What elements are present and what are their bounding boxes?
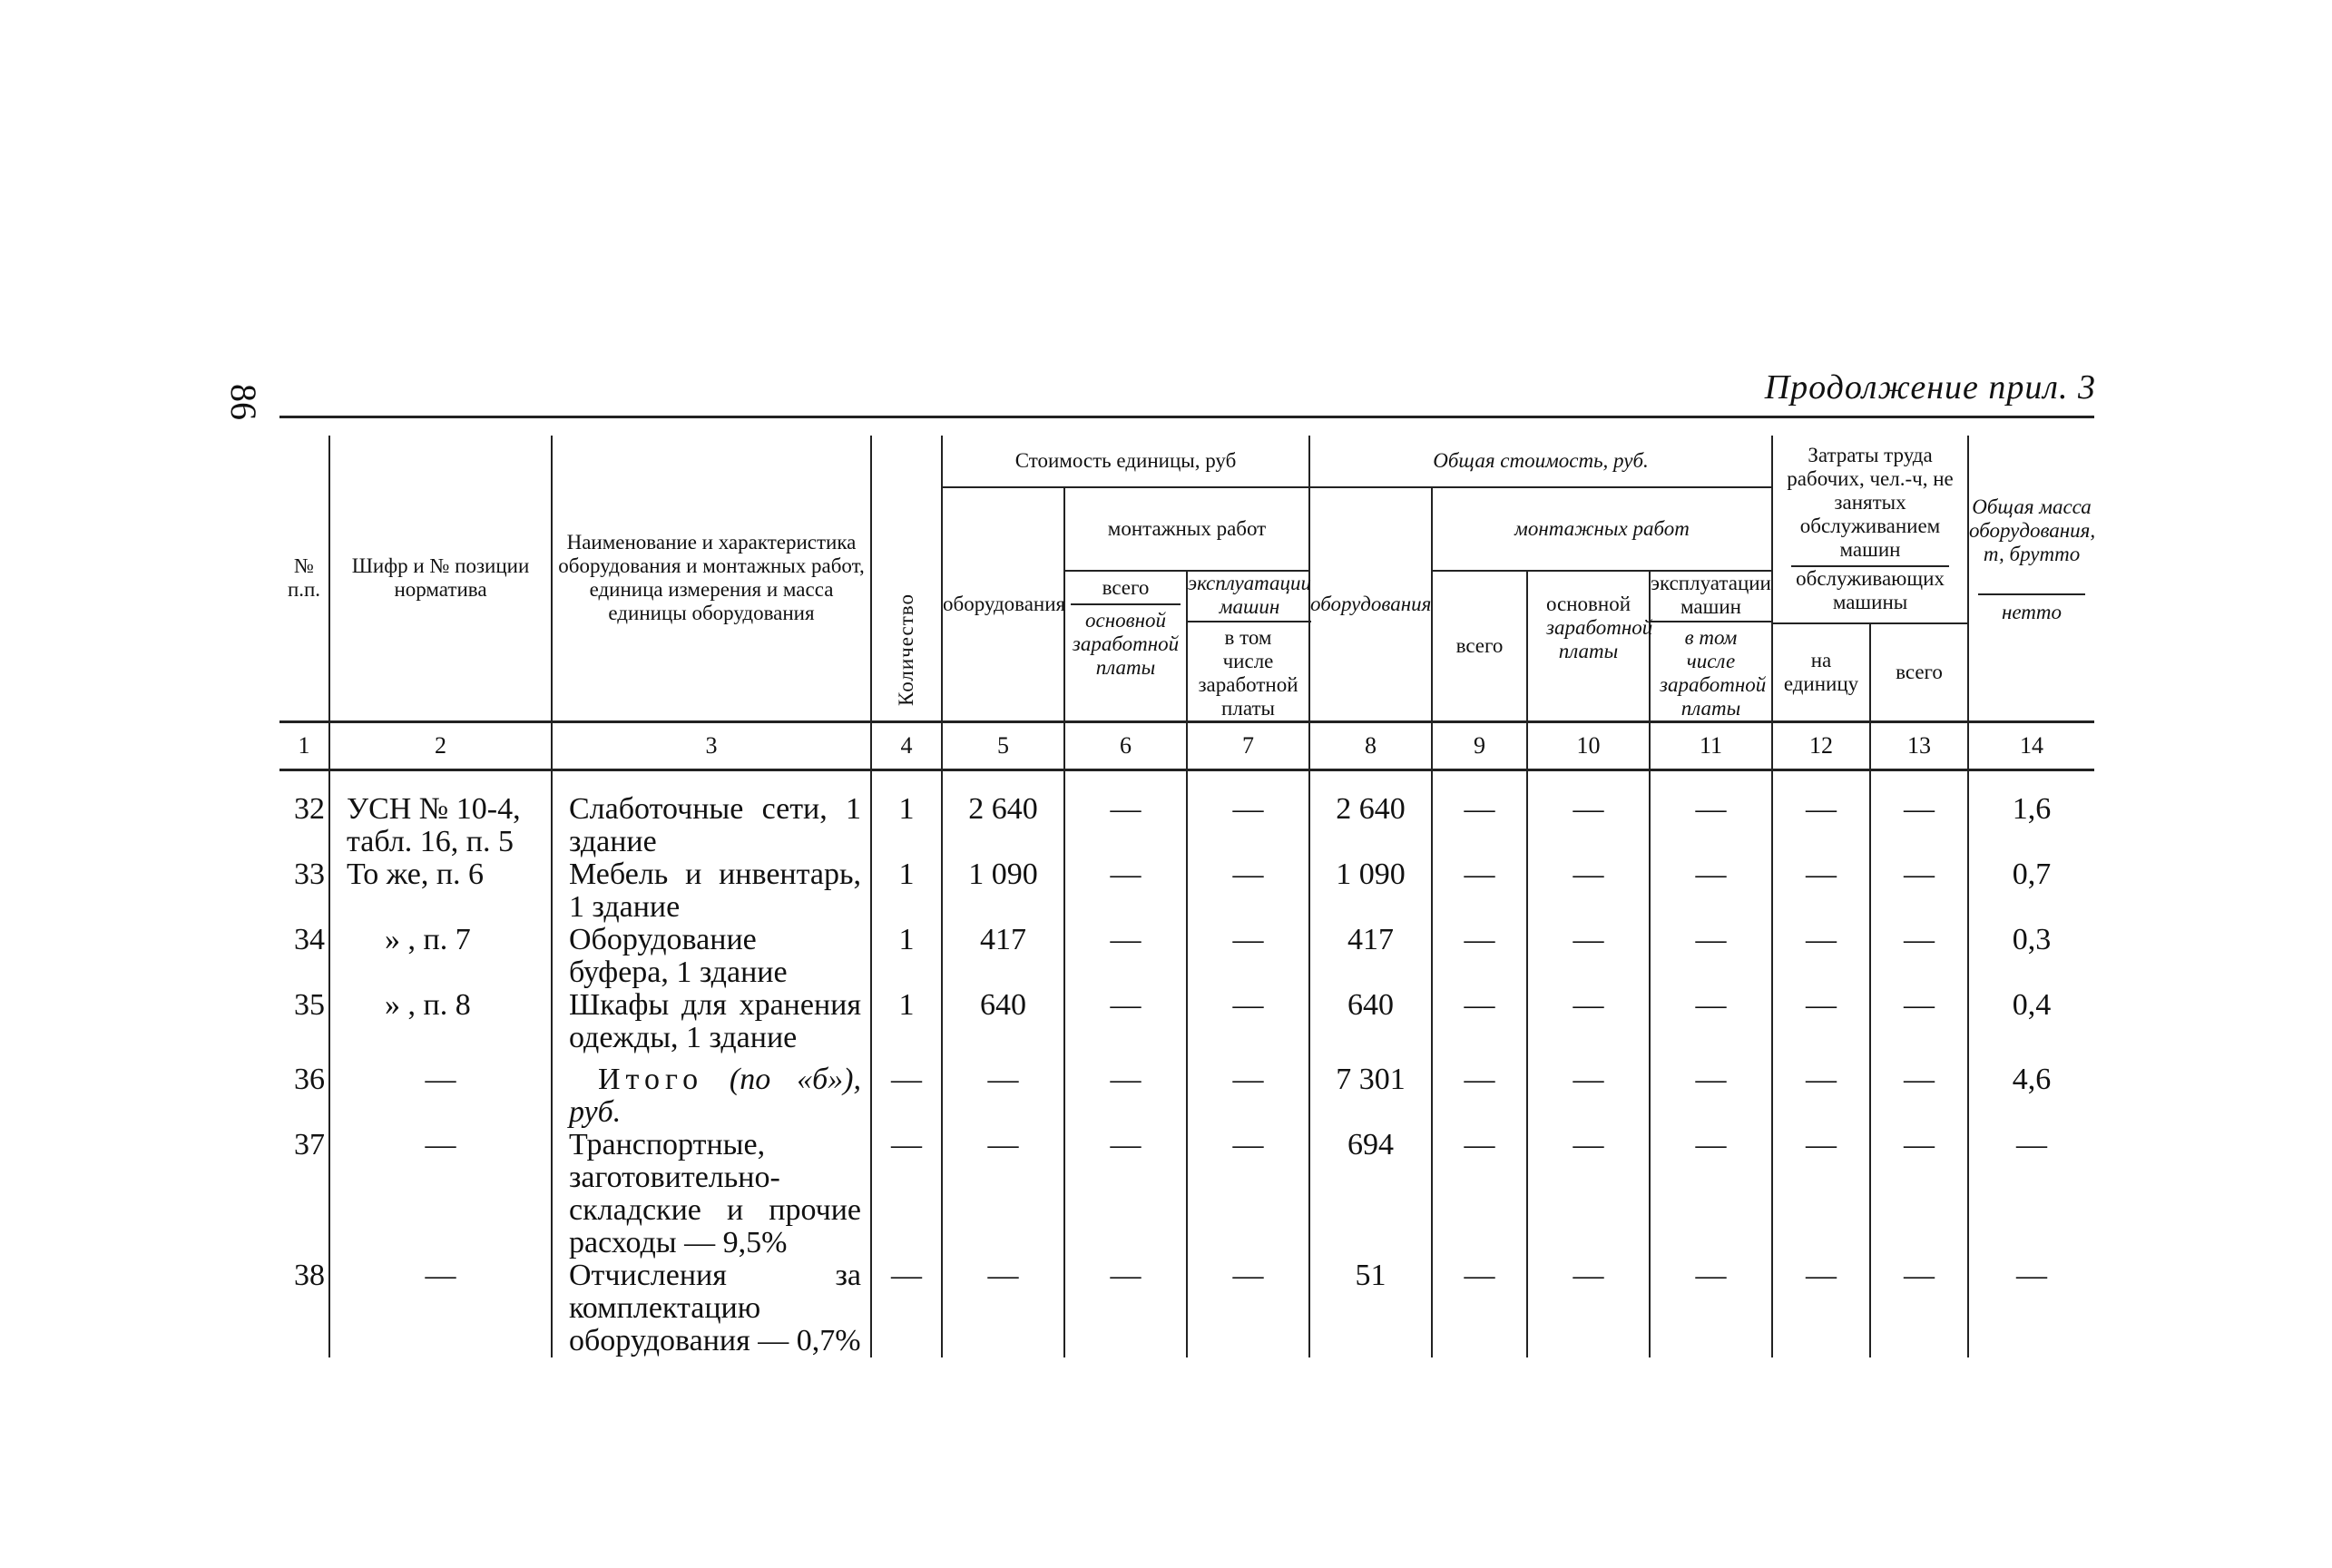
- row-number: 36: [279, 1054, 329, 1129]
- row-unit-machine: —: [1187, 924, 1309, 989]
- header-unit-base-salary: основной заработной платы: [1072, 609, 1180, 679]
- row-total-mount: —: [1432, 793, 1527, 858]
- row-total-base: —: [1527, 1129, 1650, 1259]
- column-number: 8: [1309, 722, 1432, 770]
- row-total-base: —: [1527, 1259, 1650, 1357]
- row-unit-equipment: —: [942, 1129, 1064, 1259]
- row-unit-mount-total: —: [1064, 1129, 1187, 1259]
- row-unit-equipment: —: [942, 1259, 1064, 1357]
- row-labor-unit: —: [1772, 1259, 1870, 1357]
- column-number: 2: [329, 722, 552, 770]
- row-mass: 0,3: [1968, 924, 2094, 989]
- row-qty: 1: [871, 989, 942, 1054]
- row-mass: 0,4: [1968, 989, 2094, 1054]
- row-qty: 1: [871, 793, 942, 858]
- row-unit-equipment: 1 090: [942, 858, 1064, 924]
- header-name-text: Наименование и характеристика оборудования и монтажных работ, единица измерения и масса единицы оборудования: [558, 531, 865, 624]
- row-total-mount: —: [1432, 1054, 1527, 1129]
- row-name-prefix: Итого: [598, 1063, 704, 1096]
- page-number: 86: [223, 384, 264, 420]
- header-unit-machine-text: эксплуатации машин: [1188, 572, 1311, 622]
- row-number: 34: [279, 924, 329, 989]
- row-code: —: [329, 1054, 552, 1129]
- row-total-equipment: 51: [1309, 1259, 1432, 1357]
- header-labor: [1772, 436, 1968, 623]
- header-unit-machine: [1187, 571, 1312, 722]
- row-number: 37: [279, 1129, 329, 1259]
- row-name-text: (по «б»), руб.: [569, 1063, 861, 1129]
- header-total-machine-text: эксплуатации машин: [1651, 572, 1771, 622]
- row-labor-unit: —: [1772, 989, 1870, 1054]
- row-unit-equipment: —: [942, 1054, 1064, 1129]
- row-mass: —: [1968, 1259, 2094, 1357]
- row-labor-total: —: [1870, 858, 1968, 924]
- header-unit-total-text: всего: [1102, 576, 1150, 599]
- row-unit-machine: —: [1187, 1259, 1309, 1357]
- row-code: —: [329, 1259, 552, 1357]
- row-total-equipment: 694: [1309, 1129, 1432, 1259]
- row-unit-mount-total: —: [1064, 989, 1187, 1054]
- row-number: 35: [279, 989, 329, 1054]
- table-row: [279, 1259, 2094, 1357]
- row-labor-unit: —: [1772, 793, 1870, 858]
- header-unit-total: [1064, 571, 1187, 722]
- column-number: 12: [1772, 722, 1870, 770]
- row-total-equipment: 2 640: [1309, 793, 1432, 858]
- row-name: Шкафы для хранения одежды, 1 здание: [552, 989, 871, 1054]
- column-number: 10: [1527, 722, 1650, 770]
- row-total-base: —: [1527, 924, 1650, 989]
- column-number: 6: [1064, 722, 1187, 770]
- header-total-base: [1527, 571, 1653, 722]
- header-total-total: всего: [1432, 571, 1527, 722]
- row-total-mount: —: [1432, 858, 1527, 924]
- header-labor-per-unit: на единицу: [1772, 623, 1870, 722]
- column-number: 13: [1870, 722, 1968, 770]
- column-number: 14: [1968, 722, 2094, 770]
- row-qty: —: [871, 1129, 942, 1259]
- row-unit-mount-total: —: [1064, 1259, 1187, 1357]
- column-number: 9: [1432, 722, 1527, 770]
- header-total-machine: [1650, 571, 1772, 722]
- row-total-machine: —: [1650, 793, 1772, 858]
- row-total-equipment: 1 090: [1309, 858, 1432, 924]
- column-number: 1: [279, 722, 329, 770]
- header-total-incl-salary: в том числе заработной платы: [1660, 626, 1767, 720]
- row-labor-unit: —: [1772, 858, 1870, 924]
- header-labor-text: Затраты труда рабочих, чел.-ч, не занятых обслуживанием машин: [1787, 444, 1954, 561]
- row-total-base: —: [1527, 858, 1650, 924]
- row-qty: —: [871, 1054, 942, 1129]
- header-unit-cost: Стоимость единицы, руб: [942, 436, 1309, 487]
- row-name: Мебель и инвентарь, 1 здание: [552, 858, 871, 924]
- row-total-base: —: [1527, 1054, 1650, 1129]
- header-qty: [871, 436, 942, 722]
- row-labor-unit: —: [1772, 1129, 1870, 1259]
- header-total-cost: Общая стоимость, руб.: [1309, 436, 1772, 487]
- column-number: 3: [552, 722, 871, 770]
- row-qty: 1: [871, 924, 942, 989]
- row-total-machine: —: [1650, 1054, 1772, 1129]
- column-number: 5: [942, 722, 1064, 770]
- header-total-equipment: оборудования: [1309, 487, 1432, 722]
- row-total-machine: —: [1650, 924, 1772, 989]
- table-row: [279, 1054, 2094, 1129]
- header-unit-equipment: оборудования: [942, 487, 1064, 722]
- row-total-base: —: [1527, 989, 1650, 1054]
- row-code: УСН № 10-4, табл. 16, п. 5: [329, 793, 552, 858]
- row-total-equipment: 417: [1309, 924, 1432, 989]
- row-total-equipment: 7 301: [1309, 1054, 1432, 1129]
- row-total-equipment: 640: [1309, 989, 1432, 1054]
- row-labor-unit: —: [1772, 924, 1870, 989]
- row-number: 32: [279, 793, 329, 858]
- column-number: 7: [1187, 722, 1309, 770]
- row-unit-machine: —: [1187, 1129, 1309, 1259]
- row-unit-mount-total: —: [1064, 924, 1187, 989]
- row-code: » , п. 7: [329, 924, 552, 989]
- header-code: Шифр и № позиции норматива: [329, 436, 552, 722]
- header-mass-net: нетто: [2001, 601, 2063, 623]
- row-labor-total: —: [1870, 1054, 1968, 1129]
- row-mass: 4,6: [1968, 1054, 2094, 1129]
- norms-table: [279, 436, 2094, 1357]
- row-unit-mount-total: —: [1064, 793, 1187, 858]
- row-total-machine: —: [1650, 1129, 1772, 1259]
- row-total-base: —: [1527, 793, 1650, 858]
- continuation-title: Продолжение прил. 3: [1764, 368, 2096, 407]
- row-code: » , п. 8: [329, 989, 552, 1054]
- table-row: [279, 1129, 2094, 1259]
- row-unit-equipment: 2 640: [942, 793, 1064, 858]
- row-labor-total: —: [1870, 1259, 1968, 1357]
- row-unit-machine: —: [1187, 989, 1309, 1054]
- header-total-mount: монтажных работ: [1432, 487, 1772, 571]
- header-labor-total: всего: [1870, 623, 1968, 722]
- row-unit-mount-total: —: [1064, 858, 1187, 924]
- row-number: 33: [279, 858, 329, 924]
- header-unit-incl-salary: в том числе заработной платы: [1198, 626, 1298, 720]
- row-name: Оборудование буфера, 1 здание: [552, 924, 871, 989]
- row-total-machine: —: [1650, 858, 1772, 924]
- header-name: [552, 436, 871, 722]
- row-total-machine: —: [1650, 989, 1772, 1054]
- row-mass: —: [1968, 1129, 2094, 1259]
- row-labor-unit: —: [1772, 1054, 1870, 1129]
- row-unit-equipment: 640: [942, 989, 1064, 1054]
- row-labor-total: —: [1870, 1129, 1968, 1259]
- row-qty: —: [871, 1259, 942, 1357]
- row-name: [552, 1054, 871, 1129]
- header-row-1: [279, 436, 2094, 487]
- row-number: 38: [279, 1259, 329, 1357]
- row-qty: 1: [871, 858, 942, 924]
- row-code: —: [329, 1129, 552, 1259]
- column-number-row: [279, 722, 2094, 770]
- row-labor-total: —: [1870, 924, 1968, 989]
- header-mass-divider: [1978, 593, 2085, 595]
- row-unit-machine: —: [1187, 793, 1309, 858]
- table-row: [279, 989, 2094, 1054]
- row-unit-mount-total: —: [1064, 1054, 1187, 1129]
- row-code: То же, п. 6: [329, 858, 552, 924]
- table-row: [279, 924, 2094, 989]
- row-total-mount: —: [1432, 1129, 1527, 1259]
- row-total-mount: —: [1432, 924, 1527, 989]
- row-mass: 1,6: [1968, 793, 2094, 858]
- header-no: № п.п.: [279, 436, 329, 722]
- row-labor-total: —: [1870, 989, 1968, 1054]
- row-total-machine: —: [1650, 1259, 1772, 1357]
- column-number: 11: [1650, 722, 1772, 770]
- header-total-base-rest: заработной платы: [1546, 616, 1653, 662]
- table-row: [279, 793, 2094, 858]
- row-name: Отчисления за комплектацию оборудования — 0,7%: [552, 1259, 871, 1357]
- table-row: [279, 858, 2094, 924]
- column-number: 4: [871, 722, 942, 770]
- row-unit-equipment: 417: [942, 924, 1064, 989]
- header-unit-mount: монтажных работ: [1064, 487, 1309, 571]
- spacer-row: [279, 770, 2094, 794]
- header-unit-total-divider: [1071, 603, 1181, 605]
- row-labor-total: —: [1870, 793, 1968, 858]
- row-name: Слаботочные сети, 1 здание: [552, 793, 871, 858]
- row-unit-machine: —: [1187, 858, 1309, 924]
- row-mass: 0,7: [1968, 858, 2094, 924]
- header-labor-serv: обслуживающих машины: [1796, 567, 1945, 613]
- header-total-base-short: основной: [1545, 593, 1631, 615]
- header-qty-text: Количество: [895, 593, 917, 706]
- header-mass-gross: Общая масса оборудования, т, брутто: [1969, 495, 2096, 565]
- row-total-mount: —: [1432, 989, 1527, 1054]
- row-name: Транспортные, заготовительно-складские и прочие расходы — 9,5%: [552, 1129, 871, 1259]
- top-rule: [279, 416, 2094, 418]
- header-mass: [1968, 436, 2094, 722]
- row-unit-machine: —: [1187, 1054, 1309, 1129]
- row-total-mount: —: [1432, 1259, 1527, 1357]
